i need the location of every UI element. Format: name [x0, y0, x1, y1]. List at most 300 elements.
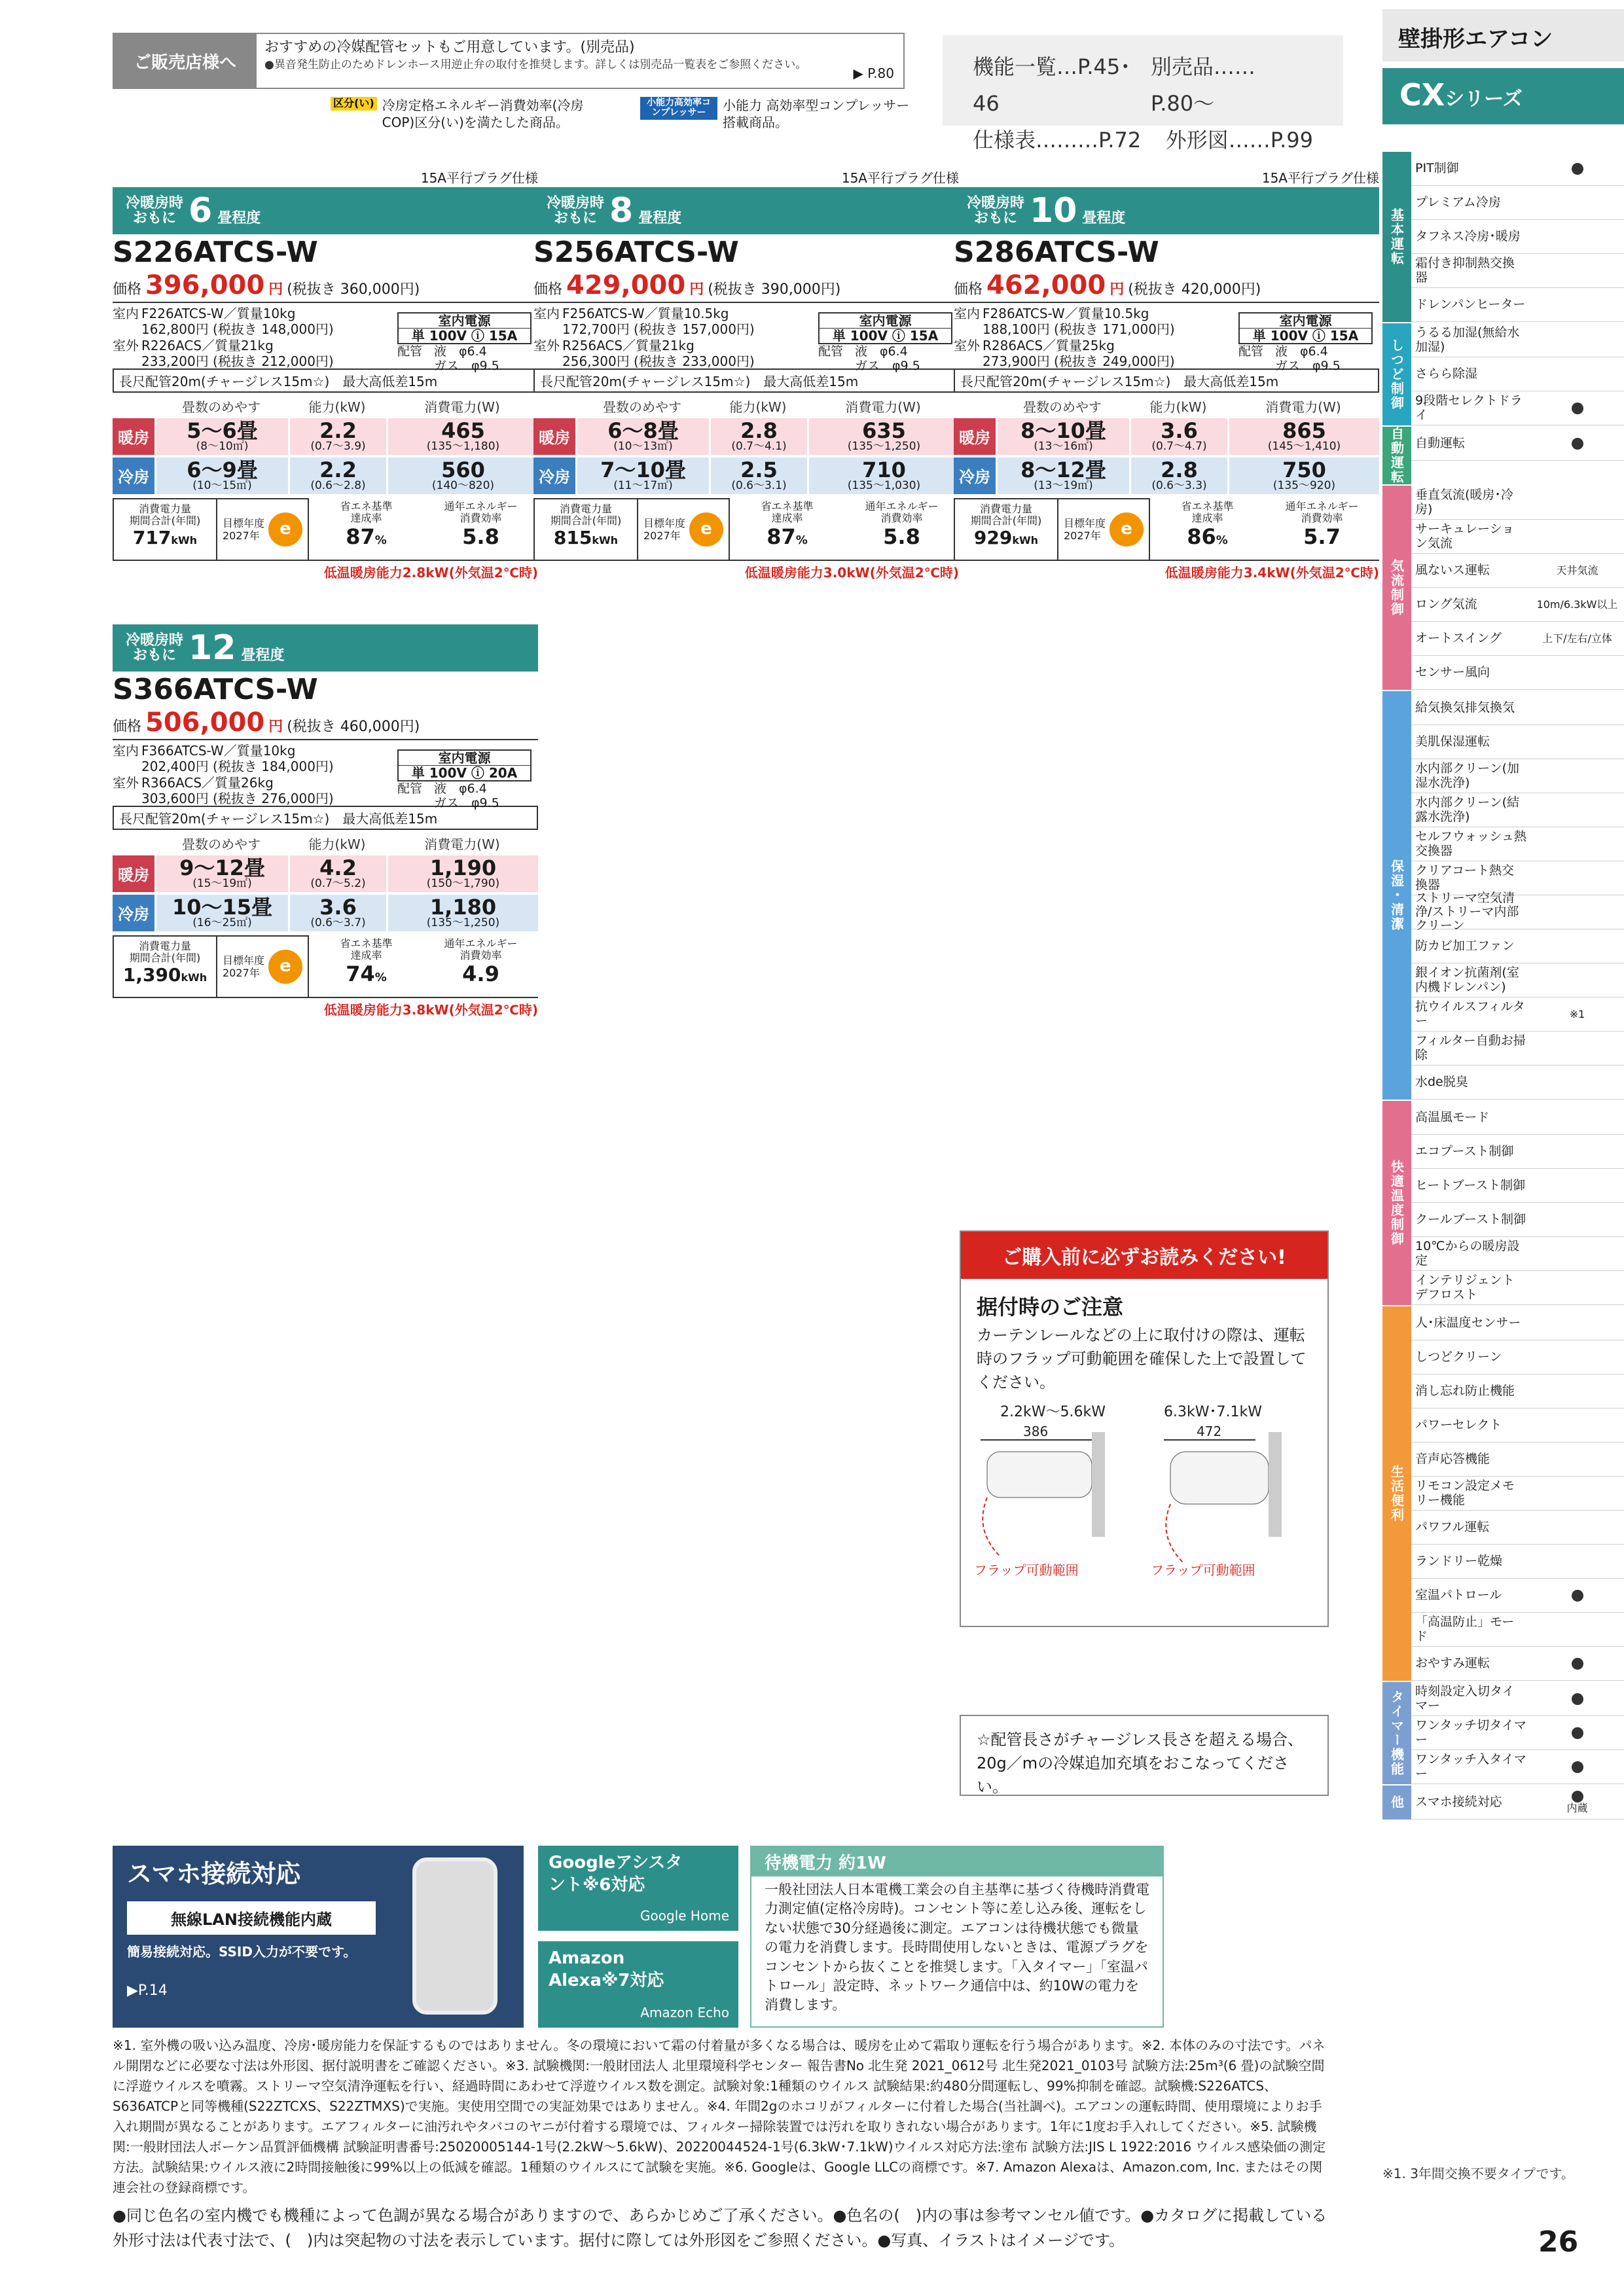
long-pipe-note: 長尺配管20m(チャージレス15m☆) 最大高低差15m — [113, 806, 538, 830]
feature-row — [1411, 997, 1624, 1031]
saving-value: 87% — [767, 524, 808, 549]
feature-row — [1411, 1340, 1624, 1374]
gas-pipe: ガス φ9.5 — [1275, 358, 1341, 373]
feature-name: スマホ接続対応 — [1415, 1794, 1502, 1809]
cool-label: 冷房 — [113, 457, 154, 494]
price-row — [113, 708, 538, 740]
table-header — [113, 397, 538, 416]
tatami-number: 10 — [1030, 191, 1077, 230]
heat-cell — [386, 855, 538, 892]
tatami-line1: 冷暖房時 — [967, 194, 1025, 211]
feature-name: 10℃からの暖房設定 — [1415, 1239, 1520, 1268]
annual-energy — [533, 498, 638, 561]
outdoor-price: 233,200円 (税抜き 212,000円) — [141, 353, 334, 369]
target-l1: 目標年度 — [643, 516, 685, 529]
supported-dot — [1572, 403, 1583, 414]
main-value: 560 — [441, 457, 485, 483]
outdoor-label: 室外 — [113, 337, 139, 353]
col-capacity: 能力(kW) — [1149, 399, 1207, 415]
annual-value: 929kWh — [973, 526, 1039, 548]
long-pipe-note: 長尺配管20m(チャージレス15m☆) 最大高低差15m — [533, 368, 959, 393]
performance-table — [113, 397, 538, 494]
feature-value: 天井気流 — [1556, 564, 1598, 577]
feature-value: ※1 — [1569, 1007, 1585, 1020]
range-value: (135〜920) — [1272, 479, 1336, 493]
feature-value — [1530, 1066, 1624, 1099]
legend-compressor — [640, 97, 919, 131]
feature-value — [1530, 254, 1624, 287]
kubun-badge: 区分(い) — [331, 97, 377, 111]
feature-name: パワフル運転 — [1415, 1519, 1490, 1534]
main-value: 865 — [1282, 418, 1326, 444]
feature-name: センサー風向 — [1415, 664, 1490, 679]
power-header: 室内電源 — [399, 751, 530, 766]
ref-func[interactable]: 機能一覧…P.45･46 — [973, 54, 1131, 116]
heat-label: 暖房 — [113, 418, 154, 455]
page-reference — [943, 35, 1343, 152]
range-value: (13〜16㎡) — [1034, 440, 1093, 454]
heat-cell — [154, 418, 288, 455]
target-text — [1064, 517, 1106, 542]
heat-cell — [154, 855, 288, 892]
feature-row — [1411, 1271, 1624, 1305]
install-caution — [960, 1230, 1329, 1627]
target-year — [217, 935, 309, 998]
heat-row — [113, 855, 538, 892]
outdoor-label: 室外 — [954, 337, 980, 353]
feature-name: しつどクリーン — [1415, 1349, 1502, 1364]
product-card-10 — [954, 170, 1379, 581]
main-value: 6〜9畳 — [187, 457, 258, 483]
range-value: (135〜1,250) — [847, 440, 921, 454]
annual-l1: 消費電力量 — [138, 502, 191, 515]
side-note: ※1. 3年間交換不要タイプです。 — [1382, 2166, 1574, 2181]
feature-group — [1382, 427, 1624, 486]
tatami-prefix — [126, 196, 183, 226]
ref-options[interactable]: 別売品……P.80〜 — [1150, 54, 1255, 116]
col-tatami: 畳数のめやす — [182, 836, 261, 852]
annual-energy — [954, 498, 1058, 561]
feature-value — [1530, 486, 1624, 519]
feature-row — [1411, 691, 1624, 725]
price-tax: (税抜き 420,000円) — [1128, 281, 1261, 298]
apf — [424, 935, 538, 998]
price-row — [954, 270, 1379, 303]
saving-l2: 達成率 — [350, 949, 382, 962]
power-box — [397, 749, 532, 781]
long-pipe-note: 長尺配管20m(チャージレス15m☆) 最大高低差15m — [954, 368, 1379, 393]
feature-name: ヒートブースト制御 — [1415, 1177, 1526, 1193]
feature-row — [1411, 890, 1624, 933]
efficiency-row — [113, 935, 538, 998]
model-name: S226ATCS-W — [113, 236, 318, 269]
table-header — [954, 397, 1379, 416]
cool-cell — [1129, 457, 1227, 494]
power-header: 室内電源 — [1240, 314, 1371, 329]
cool-cell — [154, 457, 288, 494]
target-l2: 2027年 — [222, 529, 260, 542]
legend-kubun — [331, 97, 598, 131]
price-value: 429,000 — [566, 270, 686, 300]
feature-value — [1530, 861, 1624, 895]
target-l1: 目標年度 — [222, 954, 264, 967]
feature-name: PIT制御 — [1415, 160, 1459, 175]
supported-dot — [1572, 438, 1583, 450]
price-value: 506,000 — [145, 707, 265, 738]
pipe-label: 配管 — [397, 344, 423, 359]
heat-label: 暖房 — [954, 418, 996, 455]
heat-row — [954, 418, 1379, 455]
supported-dot — [1572, 1761, 1583, 1773]
amazon-echo-label: Amazon Echo — [640, 2005, 729, 2020]
annual-l2: 期間合計(年間) — [129, 952, 201, 965]
feature-row — [1411, 427, 1624, 461]
outdoor-label: 室外 — [113, 774, 139, 791]
feature-row — [1411, 1511, 1624, 1545]
outdoor-price: 256,300円 (税抜き 233,000円) — [562, 353, 755, 369]
annual-value: 717kWh — [132, 526, 198, 548]
gas-pipe: ガス φ9.5 — [434, 358, 499, 373]
range-value: (135〜1,250) — [426, 916, 500, 930]
feature-name: ワンタッチ切タイマー — [1415, 1718, 1526, 1747]
apf-l1: 通年エネルギー — [444, 937, 518, 950]
dealer-notice — [113, 33, 905, 89]
smartphone-ref[interactable]: ▶P.14 — [127, 1982, 168, 1999]
main-value: 4.2 — [319, 855, 357, 881]
google-home-label: Google Home — [640, 1908, 729, 1924]
feature-row — [1411, 622, 1624, 656]
annual-l2: 期間合計(年間) — [970, 514, 1042, 528]
feature-category: 基本運転 — [1382, 152, 1411, 322]
apf-value: 5.8 — [883, 524, 920, 549]
feature-row — [1411, 793, 1624, 827]
price-value: 396,000 — [145, 270, 265, 300]
feature-row — [1411, 725, 1624, 759]
feature-group — [1382, 1682, 1624, 1785]
tatami-line2: おもに — [133, 210, 177, 226]
feature-value — [1530, 963, 1624, 997]
standby-body: 一般社団法人日本電機工業会の自主基準に基づく待機時消費電力測定値(定格冷房時)。コンセント等に差し込み後、運転をしない状態で30分経過後に測定。エアコンは待機状態でも微量の電力を消費します。長時間使用しないときは、電源プラグをコンセントから抜くことを推奨します。「入タイマー」「室温パトロール」設定時、ネットワーク通信中は、約10Wの電力を消費します。 — [765, 1882, 1149, 2013]
dealer-tag: ご販売店様へ — [114, 34, 257, 88]
model-name: S286ATCS-W — [954, 236, 1159, 269]
range-value: (140〜820) — [431, 479, 495, 493]
tatami-line1: 冷暖房時 — [126, 632, 184, 649]
feature-name: インテリジェントデフロスト — [1415, 1273, 1515, 1302]
feature-row — [1411, 1477, 1624, 1511]
cool-cell — [288, 457, 386, 494]
feature-list — [1382, 152, 1624, 1821]
indoor-label: 室内 — [954, 305, 980, 321]
feature-value — [1530, 1408, 1624, 1442]
feature-row — [1411, 1750, 1624, 1784]
range-value: (0.6〜2.8) — [310, 479, 366, 493]
main-value: 710 — [862, 457, 906, 483]
range-value: (0.7〜4.1) — [731, 440, 787, 454]
price-row — [113, 270, 538, 303]
price-tax: (税抜き 390,000円) — [708, 281, 841, 298]
feature-row — [1411, 220, 1624, 254]
easy-connect: 簡易接続対応。SSID入力が不要です。 — [127, 1944, 357, 1960]
range-value: (11〜17㎡) — [613, 479, 673, 493]
page-number: 26 — [1538, 2225, 1579, 2259]
price-label: 価格 — [954, 281, 983, 298]
unit-block — [113, 303, 538, 373]
smartphone-title: スマホ接続対応 — [127, 1859, 301, 1888]
performance-table — [113, 834, 538, 931]
energy-saving-mark-icon: e — [689, 512, 723, 547]
power-value: 単 100V ⓘ 15A — [1252, 327, 1359, 344]
feature-value — [1530, 691, 1624, 725]
plug-spec: 15A平行プラグ仕様 — [841, 170, 959, 186]
target-l2: 2027年 — [1063, 529, 1101, 542]
google-assistant-panel — [538, 1846, 738, 1931]
cool-cell — [575, 457, 709, 494]
feature-row — [1411, 357, 1624, 391]
ref-spec[interactable]: 仕様表………P.72 — [973, 128, 1142, 152]
efficiency-row — [533, 498, 959, 561]
tatami-prefix — [547, 196, 604, 226]
feature-value — [1530, 220, 1624, 253]
feature-value — [1530, 1340, 1624, 1374]
feature-row — [1411, 1237, 1624, 1271]
outdoor-model: R286ACS／質量25kg — [983, 337, 1115, 353]
feature-row — [1411, 929, 1624, 963]
range-value: (145〜1,410) — [1267, 440, 1341, 454]
feature-name: 水de脱臭 — [1415, 1074, 1468, 1089]
feature-group — [1382, 323, 1624, 427]
power-value: 単 100V ⓘ 15A — [411, 327, 518, 344]
target-year — [217, 498, 309, 561]
heat-row — [533, 418, 959, 455]
low-temp-capacity: 低温暖房能力3.8kW(外気温2℃時) — [323, 1001, 538, 1018]
saving-value: 86% — [1187, 524, 1228, 549]
feature-value — [1530, 1511, 1624, 1544]
ref-outline[interactable]: 外形図……P.99 — [1165, 128, 1313, 152]
performance-table — [954, 397, 1379, 494]
dealer-line1: おすすめの冷媒配管セットもご用意しています。(別売品) — [264, 39, 635, 56]
feature-name: パワーセレクト — [1415, 1417, 1502, 1432]
feature-name: 室温パトロール — [1415, 1587, 1502, 1602]
range-value: (13〜19㎡) — [1034, 479, 1093, 493]
col-power: 消費電力(W) — [424, 399, 500, 415]
target-year — [1058, 498, 1150, 561]
feature-row — [1411, 186, 1624, 220]
power-box — [397, 312, 532, 344]
feature-name: 音声応答機能 — [1415, 1451, 1490, 1466]
main-value: 5〜6畳 — [187, 418, 258, 444]
apf-l2: 消費効率 — [460, 512, 502, 525]
diagram-right-label: 6.3kW･7.1kW — [1164, 1404, 1262, 1420]
saving-l2: 達成率 — [771, 512, 803, 525]
outdoor-price: 303,600円 (税抜き 276,000円) — [141, 790, 334, 806]
tatami-suffix: 畳程度 — [217, 209, 261, 226]
cool-cell — [154, 895, 288, 931]
feature-row — [1411, 1613, 1624, 1647]
feature-row — [1411, 1408, 1624, 1443]
feature-row — [1411, 1579, 1624, 1613]
feature-value — [1530, 186, 1624, 219]
feature-value — [1530, 323, 1624, 357]
range-value: (10〜15㎡) — [192, 479, 252, 493]
feature-value — [1530, 1031, 1624, 1065]
feature-name: 人･床温度センサー — [1415, 1315, 1521, 1330]
saving-l1: 省エネ基準 — [340, 499, 393, 512]
feature-name: 給気換気排気換気 — [1415, 700, 1515, 715]
price-tax: (税抜き 360,000円) — [287, 281, 420, 298]
cool-cell — [996, 457, 1129, 494]
flap-label-right: フラップ可動範囲 — [1151, 1562, 1255, 1578]
indoor-price: 172,700円 (税抜き 157,000円) — [562, 321, 755, 338]
indoor-model: F366ATCS-W／質量10kg — [141, 742, 296, 759]
tatami-line2: おもに — [554, 210, 598, 226]
tatami-number: 8 — [609, 191, 634, 230]
feature-name: さらら除湿 — [1415, 366, 1478, 381]
main-value: 635 — [862, 418, 906, 444]
model-name: S366ATCS-W — [113, 673, 318, 706]
feature-row — [1411, 1101, 1624, 1135]
apf-l1: 通年エネルギー — [1285, 499, 1359, 512]
long-pipe-note: 長尺配管20m(チャージレス15m☆) 最大高低差15m — [113, 368, 538, 393]
feature-row — [1411, 1374, 1624, 1408]
range-value: (135〜1,180) — [426, 440, 500, 454]
feature-row — [1411, 254, 1624, 288]
col-capacity: 能力(kW) — [729, 399, 787, 415]
target-l2: 2027年 — [222, 966, 260, 979]
col-capacity: 能力(kW) — [308, 836, 366, 852]
feature-name: 美肌保湿運転 — [1415, 734, 1490, 749]
feature-value — [1530, 357, 1624, 391]
indoor-model: F286ATCS-W／質量10.5kg — [983, 305, 1149, 321]
standby-title: 待機電力 約1W — [751, 1847, 1163, 1876]
right-width: 472 — [1197, 1424, 1222, 1439]
supported-dot — [1572, 1727, 1583, 1739]
feature-value — [1530, 1647, 1624, 1680]
feature-name: 銀イオン抗菌剤(室内機ドレンパン) — [1415, 965, 1519, 994]
feature-name: うるる加湿(無給水加湿) — [1415, 325, 1520, 354]
feature-value — [1530, 1579, 1624, 1612]
feature-value — [1530, 759, 1624, 793]
feature-group — [1382, 691, 1624, 1101]
annual-l1: 消費電力量 — [138, 939, 191, 952]
feature-value — [1530, 1203, 1624, 1236]
plug-spec: 15A平行プラグ仕様 — [420, 170, 538, 186]
tatami-line2: おもに — [974, 210, 1018, 226]
heat-label: 暖房 — [113, 855, 154, 892]
cool-cell — [288, 895, 386, 931]
cool-row — [113, 457, 538, 494]
outdoor-label: 室外 — [533, 337, 560, 353]
product-card-8 — [533, 170, 959, 581]
liquid-pipe: 液 φ6.4 — [855, 344, 908, 359]
feature-name: ワンタッチ入タイマー — [1415, 1752, 1526, 1781]
gas-pipe: ガス φ9.5 — [855, 358, 920, 373]
feature-value — [1530, 1716, 1624, 1749]
feature-category: 他 — [1382, 1785, 1411, 1820]
feature-value — [1530, 725, 1624, 759]
liquid-pipe: 液 φ6.4 — [1275, 344, 1328, 359]
alexa-title: Amazon Alexa※7対応 — [549, 1948, 664, 1990]
flap-label-left: フラップ可動範囲 — [974, 1562, 1079, 1578]
compressor-text: 小能力 高効率型コンプレッサー搭載商品。 — [723, 98, 910, 130]
cool-label: 冷房 — [533, 457, 575, 494]
feature-value — [1530, 1750, 1624, 1784]
range-value: (10〜13㎡) — [613, 440, 673, 454]
series-title: CXシリーズ — [1382, 68, 1624, 124]
indoor-model: F256ATCS-W／質量10.5kg — [562, 305, 729, 321]
unit-block — [533, 303, 959, 373]
indoor-label: 室内 — [533, 305, 560, 321]
feature-row — [1411, 1169, 1624, 1203]
feature-value — [1530, 1237, 1624, 1270]
annual-l2: 期間合計(年間) — [129, 514, 201, 528]
feature-value — [1530, 827, 1624, 861]
feature-name: オートスイング — [1415, 630, 1502, 645]
apf-l1: 通年エネルギー — [444, 499, 518, 512]
col-blank — [533, 397, 575, 416]
feature-category: 自動運転 — [1382, 427, 1411, 484]
feature-value — [1530, 1169, 1624, 1202]
apf-value: 4.9 — [462, 961, 499, 986]
feature-category: 生活便利 — [1382, 1306, 1411, 1681]
diagram-left-label: 2.2kW〜5.6kW — [1000, 1404, 1106, 1420]
energy-saving-mark-icon: e — [268, 512, 302, 547]
kwh-unit: kWh — [1012, 533, 1039, 547]
pipe-label: 配管 — [818, 344, 844, 359]
heat-cell — [1129, 418, 1227, 455]
supported-dot — [1572, 1658, 1583, 1670]
gas-pipe: ガス φ9.5 — [434, 795, 499, 810]
saving-rate — [730, 498, 844, 561]
wifi-builtin: 無線LAN接続機能内蔵 — [127, 1901, 376, 1935]
power-box — [818, 312, 952, 344]
feature-row — [1411, 1785, 1624, 1820]
feature-value — [1530, 1374, 1624, 1408]
feature-row — [1411, 1545, 1624, 1579]
feature-name: 自動運転 — [1415, 435, 1466, 450]
pipe-values — [855, 345, 920, 374]
tatami-number: 12 — [189, 628, 236, 668]
power-header: 室内電源 — [820, 314, 951, 329]
feature-row — [1411, 288, 1624, 322]
cool-cell — [807, 457, 959, 494]
feature-name: ドレンパンヒーター — [1415, 296, 1526, 312]
col-power: 消費電力(W) — [845, 399, 921, 415]
pipe-spec — [818, 345, 952, 374]
feature-name: 抗ウイルスフィルター — [1415, 999, 1525, 1028]
feature-value — [1530, 1613, 1624, 1646]
feature-value — [1530, 1443, 1624, 1476]
col-tatami: 畳数のめやす — [1023, 399, 1102, 415]
feature-name: 消し忘れ防止機能 — [1415, 1383, 1515, 1398]
saving-l1: 省エネ基準 — [340, 937, 393, 950]
unit-block — [954, 303, 1379, 373]
feature-name: ストリーマ空気清浄/ストリーマ内部クリーン — [1415, 890, 1519, 933]
feature-row — [1411, 1716, 1624, 1750]
yen-label: 円 — [268, 718, 283, 735]
feature-group — [1382, 1101, 1624, 1306]
power-box — [1238, 312, 1373, 344]
caution-body: カーテンレールなどの上に取付けの際は、運転時のフラップ可動範囲を確保した上で設置してください。 — [977, 1326, 1307, 1391]
percent: % — [795, 533, 808, 547]
feature-name: フィルター自動お掃除 — [1415, 1033, 1526, 1062]
feature-value — [1530, 929, 1624, 963]
dealer-ref[interactable]: ▶ P.80 — [853, 65, 894, 81]
feature-category: 保湿・清潔 — [1382, 691, 1411, 1100]
feature-value — [1530, 1306, 1624, 1340]
price-label: 価格 — [533, 281, 563, 298]
indoor-price: 162,800円 (税抜き 148,000円) — [141, 321, 334, 338]
feature-value — [1530, 656, 1624, 689]
